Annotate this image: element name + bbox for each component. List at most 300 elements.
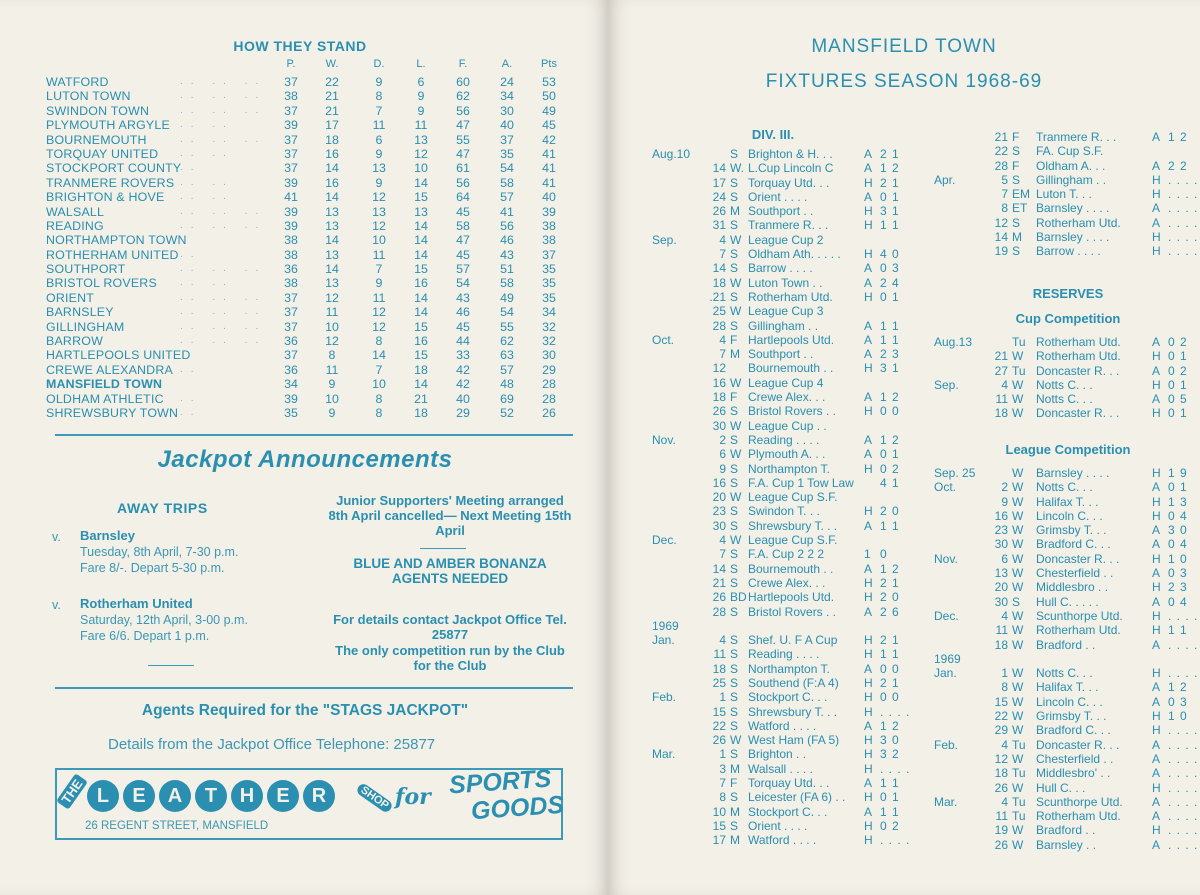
fixture-opponent: Doncaster R. . .: [1036, 406, 1120, 421]
fixture-row: [652, 676, 952, 690]
fixture-weekday: W: [1012, 406, 1024, 421]
fixture-venue: A: [1152, 158, 1161, 173]
fixture-score: 2 0: [880, 590, 900, 605]
fixture-row: [652, 562, 952, 576]
stat-f: 64: [456, 190, 470, 205]
stat-w: 16: [325, 146, 339, 161]
stat-w: 13: [325, 276, 339, 291]
fixture-day: 4: [1001, 737, 1008, 752]
fixture-score: 0 4: [1168, 594, 1188, 609]
fixture-venue: H: [864, 733, 873, 748]
stat-p: 39: [284, 218, 298, 233]
fixture-opponent: Bradford C. . .: [1036, 723, 1111, 738]
fixture-day: 8: [1001, 680, 1008, 695]
fixture-weekday: S: [730, 547, 739, 562]
fixture-day: 23: [712, 504, 726, 519]
fixture-venue: H: [864, 404, 873, 419]
fixture-row: [652, 147, 952, 161]
leader-dots: .. ..: [180, 191, 234, 203]
jackpot-title: Jackpot Announcements: [157, 446, 453, 473]
fixture-venue: A: [864, 147, 873, 161]
fixture-opponent: Oldham A. . .: [1036, 158, 1106, 173]
fixture-venue: A: [864, 661, 873, 676]
fixture-opponent: Swindon T. . .: [748, 504, 820, 519]
fixture-opponent: Reading . . . .: [748, 432, 820, 447]
fixture-row: [652, 805, 952, 819]
fixture-weekday: S: [1012, 144, 1021, 159]
stat-f: 45: [456, 319, 470, 334]
stat-w: 21: [325, 103, 339, 118]
stat-p: 37: [284, 305, 298, 320]
fixture-weekday: W: [1012, 837, 1024, 852]
stat-a: 30: [500, 103, 514, 118]
fixture-weekday: W: [730, 418, 742, 433]
team-name: ROTHERHAM UNITED: [46, 247, 179, 262]
fixture-opponent: Chesterfield . .: [1036, 751, 1114, 766]
stat-l: 14: [414, 305, 428, 320]
fixture-opponent: Halifax T. . .: [1036, 494, 1099, 509]
fixture-score: . . . .: [1168, 766, 1199, 781]
fixture-score: 2 4: [880, 275, 900, 290]
fixture-row: [934, 523, 1200, 537]
stat-a: 35: [500, 146, 514, 161]
stat-a: 43: [500, 247, 514, 262]
fixture-weekday: S: [730, 604, 739, 619]
fixture-day: 26: [712, 204, 726, 219]
fixture-venue: H: [864, 818, 873, 833]
fixture-venue: H: [864, 175, 873, 190]
fixture-row: [934, 201, 1200, 215]
right-page: [608, 0, 1200, 895]
stat-l: 21: [414, 391, 428, 406]
stat-pts: 29: [542, 362, 556, 377]
stat-pts: 50: [542, 89, 556, 104]
stat-f: 55: [456, 132, 470, 147]
fixture-score: 0: [880, 547, 888, 562]
short-divider: [148, 665, 194, 666]
fixture-day: 16: [712, 375, 726, 390]
fixture-score: . . . .: [1168, 737, 1199, 752]
fixture-score: 3 0: [880, 733, 900, 748]
stat-d: 7: [375, 262, 383, 277]
col-header-played: P.: [286, 58, 296, 70]
stat-d: 9: [375, 175, 383, 190]
fixture-weekday: M: [730, 833, 740, 848]
stat-p: 37: [284, 319, 298, 334]
stat-d: 10: [372, 233, 386, 248]
stat-w: 16: [325, 175, 339, 190]
stat-f: 45: [456, 204, 470, 219]
fixture-venue: A: [1152, 523, 1161, 538]
fixture-venue: A: [1152, 837, 1161, 852]
fixture-score: 0 3: [1168, 566, 1188, 581]
fixture-row: [652, 819, 952, 833]
fixture-venue: H: [1152, 709, 1161, 724]
fixture-day: 3: [719, 761, 726, 776]
fixture-row: [652, 433, 952, 447]
fixture-day: 14: [712, 261, 726, 276]
fixture-weekday: F: [730, 390, 738, 405]
fixture-score: 3 0: [1168, 523, 1188, 538]
leader-dots: .. .. ..: [180, 76, 267, 87]
fixture-day: 7: [1001, 187, 1008, 202]
fixture-row: [652, 705, 952, 719]
fixture-weekday: Tu: [1012, 363, 1026, 378]
fixture-opponent: Lincoln C. . .: [1036, 508, 1103, 523]
fixture-venue: 1: [864, 547, 871, 562]
stat-a: 57: [500, 190, 514, 205]
team-name: SHREWSBURY TOWN: [46, 405, 179, 420]
league-row: [0, 219, 600, 233]
fixture-weekday: W: [1012, 751, 1024, 766]
fixture-opponent: Watford . . . .: [748, 718, 817, 733]
fixture-month: Feb.: [652, 690, 677, 705]
stat-l: 13: [414, 204, 428, 219]
fixture-venue: A: [1152, 480, 1161, 495]
stat-p: 34: [284, 377, 298, 392]
league-row: [0, 75, 600, 89]
fixture-score: 1 1: [1168, 623, 1188, 638]
fixture-weekday: S: [730, 690, 739, 705]
fixture-row: [934, 480, 1200, 494]
league-row: [0, 348, 600, 362]
fixture-opponent: Barnsley . . . .: [1036, 201, 1110, 216]
fixture-venue: A: [864, 332, 873, 347]
fixture-score: 0 2: [1168, 363, 1188, 378]
stat-w: 13: [325, 218, 339, 233]
fixture-opponent: Southport . .: [748, 204, 814, 219]
fixture-month: Dec.: [652, 533, 677, 548]
fixture-opponent: Doncaster R. . .: [1036, 551, 1120, 566]
fixture-weekday: S: [730, 475, 739, 490]
fixture-venue: H: [1152, 666, 1161, 681]
fixture-month: Aug.10: [652, 147, 691, 161]
fixture-score: . . . .: [1168, 780, 1199, 795]
fixture-row: [652, 790, 952, 804]
fixture-score: 2 1: [880, 633, 900, 648]
fixture-opponent: Rotherham Utd.: [1036, 335, 1121, 349]
stat-pts: 35: [542, 276, 556, 291]
fixture-score: 1 1: [880, 518, 900, 533]
fixture-score: . . . .: [1168, 837, 1199, 852]
stat-l: 14: [414, 175, 428, 190]
league-table-header: [0, 58, 600, 72]
fixture-day: 12: [994, 751, 1008, 766]
fixture-row: [934, 406, 1200, 420]
fixture-day: 30: [994, 537, 1008, 552]
fixture-weekday: W: [1012, 480, 1024, 495]
fixture-row: [652, 633, 952, 647]
fixture-row: [934, 781, 1200, 795]
fixture-weekday: W: [730, 533, 742, 548]
stat-l: 9: [417, 103, 425, 118]
fixture-opponent: Bristol Rovers . .: [748, 404, 837, 419]
fixture-opponent: Halifax T. . .: [1036, 680, 1099, 695]
leader-dots: .. .. ..: [180, 133, 267, 145]
leader-dots: .. .. ..: [180, 335, 267, 347]
fixture-day: 4: [1001, 608, 1008, 623]
fixture-opponent: Gillingham . .: [1036, 172, 1107, 187]
fixture-score: 0 5: [1168, 392, 1188, 407]
stat-p: 37: [284, 103, 298, 118]
trip2-v: v.: [52, 598, 61, 612]
league-row: [0, 104, 600, 118]
team-name: WATFORD: [46, 75, 109, 89]
fixture-opponent: Shrewsbury T. . .: [748, 704, 838, 719]
stat-p: 37: [284, 348, 298, 363]
stat-l: 11: [414, 118, 428, 133]
stat-f: 56: [456, 175, 470, 190]
fixture-month: Nov.: [652, 432, 676, 447]
agents-details: Details from the Jackpot Office Telephone: 25877: [108, 736, 436, 753]
stat-p: 35: [284, 405, 298, 420]
fixture-day: 17: [712, 175, 726, 190]
fixture-day: 11: [713, 647, 726, 662]
team-name: BOURNEMOUTH: [46, 132, 147, 147]
advert-letter: R: [303, 780, 335, 812]
team-name: TRANMERE ROVERS: [46, 175, 175, 190]
stat-d: 13: [372, 161, 386, 176]
team-name: BARROW: [46, 334, 103, 349]
fixture-opponent: Torquay Utd. . .: [748, 776, 830, 791]
fixture-weekday: M: [1012, 230, 1022, 245]
divider: [55, 434, 573, 436]
stat-a: 58: [500, 276, 514, 291]
fixture-weekday: S: [730, 633, 739, 648]
fixture-weekday: W: [1012, 580, 1024, 595]
leader-dots: .. .. ..: [180, 263, 267, 275]
fixture-weekday: W: [1012, 623, 1024, 638]
stat-w: 10: [325, 319, 339, 334]
fixture-day: 31: [712, 218, 726, 233]
stat-f: 60: [456, 75, 470, 89]
stat-l: 14: [414, 218, 428, 233]
team-name: SOUTHPORT: [46, 262, 126, 277]
fixture-day: 30: [712, 418, 726, 433]
fixture-score: 1 2: [1168, 680, 1188, 695]
stat-a: 40: [500, 118, 514, 133]
leader-dots: .. ..: [180, 147, 234, 159]
fixture-row: [652, 404, 952, 418]
stat-w: 21: [325, 89, 339, 104]
fixture-day: .21: [709, 289, 726, 304]
fixture-day: 15: [994, 694, 1008, 709]
fixture-day: 5: [1001, 172, 1008, 187]
fixture-weekday: S: [730, 189, 739, 204]
fixture-row: [934, 378, 1200, 392]
fixture-day: 23: [994, 523, 1008, 538]
stat-pts: 37: [542, 247, 556, 262]
team-name: BARNSLEY: [46, 305, 114, 320]
advert-letter: T: [195, 780, 227, 812]
fixture-score: 0 1: [880, 447, 900, 462]
league-row: [0, 291, 600, 305]
fixture-weekday: W: [730, 375, 742, 390]
stat-l: 15: [414, 319, 428, 334]
fixture-row: [934, 823, 1200, 837]
fixture-day: 4: [719, 633, 726, 648]
stat-a: 62: [500, 334, 514, 349]
leader-dots: .. .. ..: [180, 219, 267, 231]
fixture-opponent: Rotherham Utd.: [1036, 623, 1121, 638]
reserves-title: RESERVES: [1032, 286, 1104, 301]
fixture-opponent: Lincoln C. . .: [1036, 694, 1103, 709]
fixture-score: 4 1: [880, 475, 900, 490]
fixture-month: 1969: [652, 618, 679, 633]
bonanza-notice: BLUE AND AMBER BONANZA AGENTS NEEDED: [353, 556, 547, 586]
stat-d: 9: [375, 146, 383, 161]
fixture-row: [934, 349, 1200, 363]
fixture-score: 2 3: [880, 347, 900, 362]
fixture-month: Feb.: [934, 737, 959, 752]
fixture-venue: A: [864, 604, 873, 619]
league-row: [0, 161, 600, 175]
fixture-weekday: Tu: [1012, 335, 1026, 349]
fixture-weekday: ET: [1012, 201, 1028, 216]
stat-w: 11: [325, 305, 339, 320]
fixture-score: . . . .: [1168, 230, 1199, 245]
fixture-weekday: Tu: [1012, 809, 1026, 824]
fixture-row: [652, 490, 952, 504]
team-name: ORIENT: [46, 290, 95, 305]
fixture-day: 1: [1001, 666, 1008, 681]
fixture-row: [652, 547, 952, 561]
stat-d: 14: [372, 348, 386, 363]
fixture-score: 1 2: [1168, 130, 1188, 144]
fixture-day: 9: [1001, 494, 1008, 509]
cup-competition-title: Cup Competition: [1015, 311, 1121, 326]
fixture-score: 0 0: [880, 661, 900, 676]
fixture-weekday: BD: [730, 590, 747, 605]
fixture-day: 26: [994, 837, 1008, 852]
stat-a: 58: [500, 175, 514, 190]
stat-f: 47: [456, 233, 470, 248]
fixture-venue: H: [1152, 608, 1161, 623]
trip1-v: v.: [52, 530, 61, 544]
stat-f: 47: [456, 118, 470, 133]
fixture-weekday: W: [1012, 551, 1024, 566]
fixture-row: [652, 218, 952, 232]
fixture-opponent: Bradford . .: [1036, 823, 1096, 838]
fixture-score: 0 3: [880, 261, 900, 276]
fixture-row: [652, 576, 952, 590]
fixture-day: 4: [1001, 377, 1008, 392]
fixture-opponent: Bristol Rovers . .: [748, 604, 837, 619]
fixture-score: 3 1: [880, 204, 900, 219]
stat-d: 13: [372, 204, 386, 219]
stat-w: 18: [325, 132, 339, 147]
stat-f: 56: [456, 103, 470, 118]
fixture-row: [934, 130, 1200, 144]
fixture-month: Mar.: [652, 747, 676, 762]
stat-l: 10: [414, 161, 428, 176]
stat-f: 44: [456, 334, 470, 349]
fixture-weekday: W: [1012, 566, 1024, 581]
stat-f: 33: [456, 348, 470, 363]
stat-pts: 41: [542, 161, 556, 176]
fixture-venue: A: [864, 804, 873, 819]
stat-d: 7: [375, 103, 383, 118]
stat-w: 14: [325, 262, 339, 277]
fixture-row: [934, 566, 1200, 580]
fixture-venue: H: [1152, 780, 1161, 795]
team-name: PLYMOUTH ARGYLE: [46, 118, 170, 133]
fixture-venue: H: [864, 218, 873, 233]
stat-pts: 39: [542, 204, 556, 219]
league-table-title: HOW THEY STAND: [233, 38, 367, 54]
fixture-weekday: Tu: [1012, 794, 1026, 809]
fixture-venue: H: [1152, 623, 1161, 638]
fixture-score: . . . .: [1168, 201, 1199, 216]
fixture-weekday: S: [730, 790, 739, 805]
fixture-score: 1 1: [880, 804, 900, 819]
fixture-day: 15: [712, 704, 726, 719]
fixture-day: 7: [719, 347, 726, 362]
fixture-row: [934, 580, 1200, 594]
fixture-weekday: S: [730, 661, 739, 676]
stat-d: 11: [372, 290, 386, 305]
team-name: STOCKPORT COUNTY: [46, 161, 182, 176]
fixture-weekday: W: [730, 447, 742, 462]
stat-d: 11: [372, 247, 386, 262]
fixture-opponent: Crewe Alex. . .: [748, 390, 826, 405]
fixture-row: [652, 276, 952, 290]
fixture-venue: A: [864, 518, 873, 533]
stat-w: 14: [325, 161, 339, 176]
fixture-opponent: Bradford C. . .: [1036, 537, 1111, 552]
fixture-weekday: S: [730, 718, 739, 733]
stat-w: 9: [328, 377, 336, 392]
fixture-score: 0 1: [880, 289, 900, 304]
fixture-row: [652, 719, 952, 733]
fixture-month: Sep.: [934, 377, 959, 392]
leader-dots: .. ..: [180, 277, 234, 289]
fixture-weekday: S: [730, 575, 739, 590]
fixture-opponent: Shef. U. F A Cup: [748, 633, 838, 648]
fixture-weekday: W: [1012, 508, 1024, 523]
fixture-weekday: S: [730, 318, 739, 333]
fixture-opponent: West Ham (FA 5): [748, 733, 840, 748]
fixture-venue: H: [1152, 508, 1161, 523]
fixture-score: 0 3: [1168, 694, 1188, 709]
trip1-line2: Fare 8/-. Depart 5-30 p.m.: [80, 561, 225, 575]
fixture-opponent: Leicester (FA 6) . .: [748, 790, 846, 805]
fixture-opponent: F.A. Cup 1 Tow Law: [748, 475, 854, 490]
fixture-row: [934, 638, 1200, 652]
fixture-opponent: FA. Cup S.F.: [1036, 144, 1104, 159]
fixture-venue: H: [1152, 377, 1161, 392]
stat-p: 36: [284, 334, 298, 349]
stat-d: 9: [375, 276, 383, 291]
fixture-day: 15: [712, 818, 726, 833]
fixture-weekday: F: [730, 776, 738, 791]
fixture-weekday: W: [1012, 709, 1024, 724]
team-name: TORQUAY UNITED: [46, 146, 159, 161]
fixture-row: [934, 595, 1200, 609]
league-row: [0, 392, 600, 406]
fixture-weekday: W.: [730, 161, 744, 176]
fixture-venue: H: [1152, 580, 1161, 595]
fixture-weekday: Tu: [1012, 737, 1026, 752]
fixture-row: [652, 447, 952, 461]
fixture-score: 4 0: [880, 247, 900, 262]
advert-address: 26 REGENT STREET, MANSFIELD: [85, 820, 269, 832]
stat-pts: 41: [542, 175, 556, 190]
fixture-day: 7: [719, 776, 726, 791]
fixture-venue: A: [1152, 201, 1161, 216]
fixture-opponent: Middlesbro . .: [1036, 580, 1109, 595]
stat-d: 6: [375, 132, 383, 147]
